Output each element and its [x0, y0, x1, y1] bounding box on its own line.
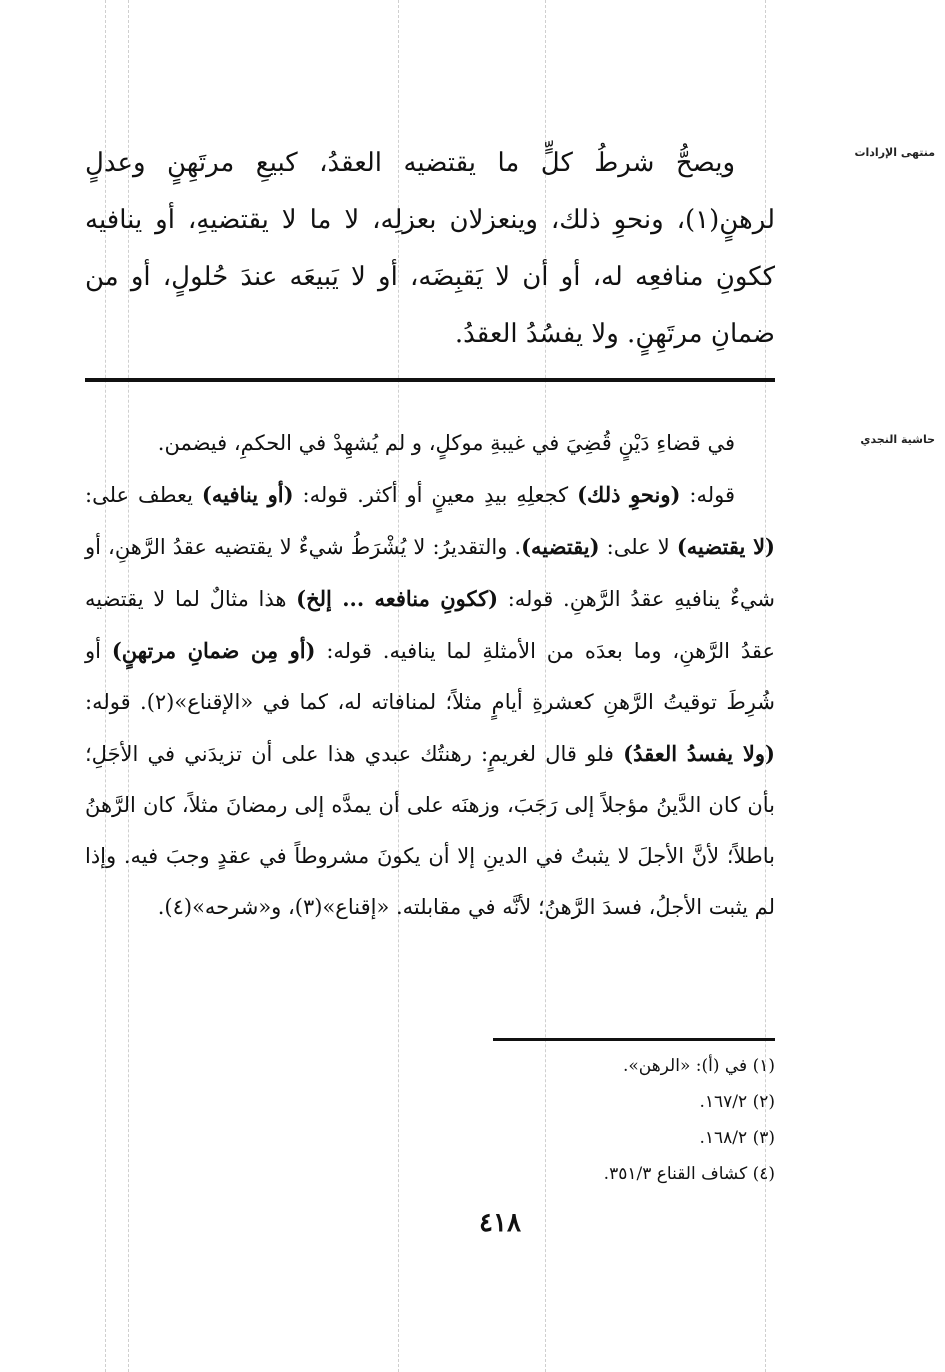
footnote-divider	[493, 1038, 775, 1041]
quoted-phrase: (أو ينافيه)	[201, 482, 294, 507]
commentary-text	[85, 418, 775, 933]
quoted-phrase: (أو مِن ضمانِ مرتهنٍ)	[111, 638, 316, 663]
commentary-paragraph: قوله: (ونحوِ ذلك) كجعلِهِ بيدِ معينٍ أو أكثر. قوله: (أو ينافيه) يعطف على: (لا يقتضيه) لا على: (يقتضيه). والتقديرُ: لا يُشْرَطُ شيءٌ لا يقتضيه عقدُ الرَّهنِ، أو شيءٌ ينافيهِ عقدُ الرَّهنِ. قوله: (ككونِ منافعه ... إلخ) هذا مثالٌ لما لا يقتضيه عقدُ الرَّهنِ، وما بعدَه من الأمثلةِ لما ينافيه. قوله: (أو مِن ضمانِ مرتهنٍ) أو شُرِطَ توقيتُ الرَّهنِ كعشرةِ أيامٍ مثلاً؛ لمنافاته له، كما في «الإقناع»(٢). قوله: (ولا يفسدُ العقدُ) فلو قال لغريمٍ: رهنتُك عبدي هذا على أن تزيدَني في الأجَلِ؛ بأن كان الدَّينُ مؤجلاً إلى رَجَبَ، وزهنَه على أن يمدَّه إلى رمضانَ مثلاً، كان الرَّهنُ باطلاً؛ لأنَّ الأجلَ لا يثبتُ في الدينِ إلا أن يكونَ مشروطاً في عقدٍ وجبَ فيه. وإذا لم يثبت الأجلُ، فسدَ الرَّهنُ؛ لأنَّه في مقابلته. «إقناع»(٣)، و«شرحه»(٤).	[85, 482, 776, 919]
footnote-2: (٢) ١٦٧/٢.	[699, 1092, 775, 1112]
quoted-phrase: (ككونِ منافعه ... إلخ)	[296, 586, 499, 611]
main-text-body: ويصحُّ شرطُ كلٍّ ما يقتضيه العقدُ، كبيعِ مرتَهِنٍ وعدلٍ لرهنٍ(١)، ونحوِ ذلك، وينعزلان بعزلِه، لا ما لا يقتضيهِ، أو ينافيه ككونِ منافعِه له، أو أن لا يَقبِضَه، أو لا يَبيعَه عندَ حُلولٍ، أو من ضمانِ مرتَهِنٍ. ولا يفسُدُ العقدُ.	[85, 148, 775, 349]
footnotes	[400, 1048, 775, 1192]
main-text	[85, 135, 775, 363]
footnote-3: (٣) ١٦٨/٢.	[699, 1128, 775, 1148]
margin-label-commentary: حاشية النجدي	[860, 433, 935, 446]
margin-label-main: منتهى الإرادات	[854, 146, 935, 159]
quoted-phrase: (ولا يفسدُ العقدُ)	[623, 741, 775, 766]
page-number: ٤١٨	[479, 1208, 521, 1238]
quoted-phrase: (يقتضيه)	[521, 534, 600, 559]
section-divider	[85, 378, 775, 382]
footnote-4: (٤) كشاف القناع ٣٥١/٣.	[603, 1164, 775, 1184]
quoted-phrase: (ونحوِ ذلك)	[577, 482, 681, 507]
commentary-first-line: في قضاءِ دَيْنٍ قُضِيَ في غيبةِ موكلٍ، و لم يُشهِدْ في الحكمِ، فيضمن.	[157, 431, 735, 455]
quoted-phrase: (لا يقتضيه)	[676, 534, 775, 559]
footnote-1: (١) في (أ): «الرهن».	[622, 1056, 775, 1076]
